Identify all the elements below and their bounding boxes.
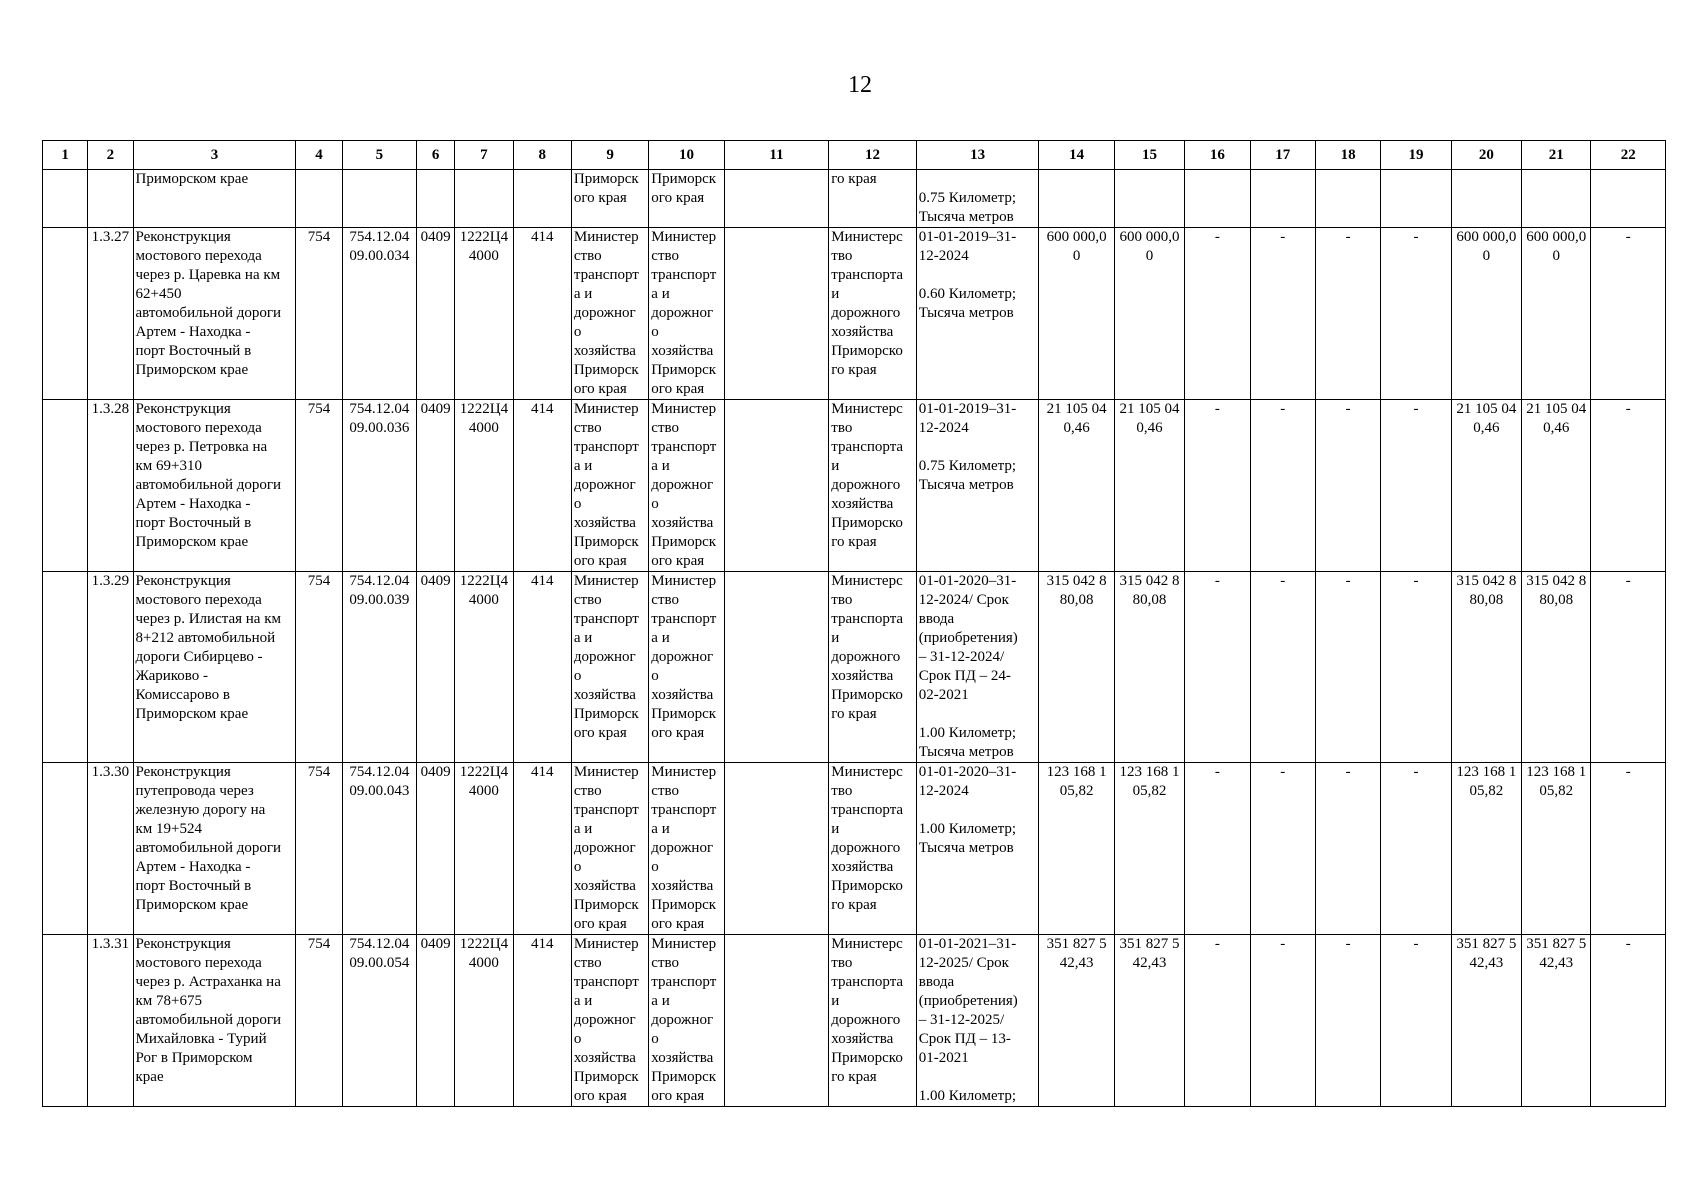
cell-col-15: 600 000,0 0 [1114,228,1184,400]
cell-col-3: Реконструкция путепровода через железную дорогу на км 19+524 автомобильной дороги Артем - Находка - порт Восточный в Приморском крае [133,763,296,935]
cell-col-14: 123 168 1 05,82 [1039,763,1114,935]
cell-col-7: 1222Ц4 4000 [455,400,513,572]
cell-col-20: 351 827 5 42,43 [1451,935,1521,1107]
cell-col-22: - [1591,572,1666,763]
table-body [43,170,1666,1107]
cell-col-21: 123 168 1 05,82 [1522,763,1591,935]
cell-col-22: - [1591,763,1666,935]
cell-col-9: Приморск ого края [571,170,648,228]
cell-col-12: Министерс тво транспорта и дорожного хозяйства Приморско го края [829,228,916,400]
cell-col-15: 123 168 1 05,82 [1114,763,1184,935]
cell-col-6: 0409 [417,572,455,763]
cell-col-11 [724,763,829,935]
header-row [43,141,1666,170]
cell-col-8: 414 [513,400,571,572]
cell-col-14: 21 105 04 0,46 [1039,400,1114,572]
column-header-16: 16 [1185,141,1250,170]
cell-col-2: 1.3.30 [88,763,133,935]
cell-col-7: 1222Ц4 4000 [455,763,513,935]
cell-col-13: 01-01-2020–31- 12-2024/ Срок ввода (приобретения) – 31-12-2024/ Срок ПД – 24- 02-2021 1.00 Километр; Тысяча метров [916,572,1039,763]
cell-col-13: 01-01-2019–31- 12-2024 0.75 Километр; Тысяча метров [916,400,1039,572]
column-header-8: 8 [513,141,571,170]
cell-col-15: 315 042 8 80,08 [1114,572,1184,763]
cell-col-21: 315 042 8 80,08 [1522,572,1591,763]
cell-col-21 [1522,170,1591,228]
cell-col-6 [417,170,455,228]
cell-col-8 [513,170,571,228]
cell-col-19: - [1381,935,1451,1107]
cell-col-14: 315 042 8 80,08 [1039,572,1114,763]
cell-col-17: - [1250,572,1315,763]
table-row [43,228,1666,400]
cell-col-18: - [1315,228,1380,400]
cell-col-15 [1114,170,1184,228]
cell-col-16: - [1185,763,1250,935]
cell-col-5: 754.12.04 09.00.036 [342,400,416,572]
cell-col-14: 351 827 5 42,43 [1039,935,1114,1107]
column-header-21: 21 [1522,141,1591,170]
cell-col-19: - [1381,572,1451,763]
cell-col-10: Приморск ого края [649,170,724,228]
column-header-4: 4 [296,141,342,170]
cell-col-1 [43,170,88,228]
cell-col-15: 351 827 5 42,43 [1114,935,1184,1107]
column-header-6: 6 [417,141,455,170]
cell-col-11 [724,170,829,228]
cell-col-2: 1.3.28 [88,400,133,572]
cell-col-5: 754.12.04 09.00.039 [342,572,416,763]
cell-col-1 [43,763,88,935]
cell-col-2 [88,170,133,228]
column-header-9: 9 [571,141,648,170]
table-row [43,400,1666,572]
cell-col-13: 01-01-2021–31- 12-2025/ Срок ввода (приобретения) – 31-12-2025/ Срок ПД – 13- 01-2021 1.00 Километр; [916,935,1039,1107]
cell-col-22: - [1591,228,1666,400]
cell-col-14: 600 000,0 0 [1039,228,1114,400]
page-number: 12 [848,72,872,98]
cell-col-12: Министерс тво транспорта и дорожного хозяйства Приморско го края [829,572,916,763]
cell-col-19: - [1381,228,1451,400]
cell-col-1 [43,228,88,400]
cell-col-7: 1222Ц4 4000 [455,228,513,400]
cell-col-10: Министер ство транспорт а и дорожног о хозяйства Приморск ого края [649,935,724,1107]
cell-col-12: го края [829,170,916,228]
cell-col-20: 315 042 8 80,08 [1451,572,1521,763]
column-header-1: 1 [43,141,88,170]
cell-col-4 [296,170,342,228]
cell-col-3: Реконструкция мостового перехода через р. Илистая на км 8+212 автомобильной дороги Сибирцево - Жариково - Комиссарово в Приморском крае [133,572,296,763]
cell-col-18: - [1315,400,1380,572]
cell-col-16: - [1185,572,1250,763]
cell-col-9: Министер ство транспорт а и дорожног о хозяйства Приморск ого края [571,228,648,400]
cell-col-11 [724,572,829,763]
column-header-3: 3 [133,141,296,170]
cell-col-10: Министер ство транспорт а и дорожног о хозяйства Приморск ого края [649,228,724,400]
cell-col-7 [455,170,513,228]
cell-col-13: 0.75 Километр; Тысяча метров [916,170,1039,228]
cell-col-14 [1039,170,1114,228]
cell-col-9: Министер ство транспорт а и дорожног о хозяйства Приморск ого края [571,572,648,763]
cell-col-9: Министер ство транспорт а и дорожног о хозяйства Приморск ого края [571,400,648,572]
table-row [43,572,1666,763]
cell-col-2: 1.3.29 [88,572,133,763]
cell-col-18: - [1315,935,1380,1107]
cell-col-12: Министерс тво транспорта и дорожного хозяйства Приморско го края [829,400,916,572]
cell-col-11 [724,400,829,572]
cell-col-6: 0409 [417,935,455,1107]
cell-col-11 [724,935,829,1107]
cell-col-21: 351 827 5 42,43 [1522,935,1591,1107]
cell-col-6: 0409 [417,400,455,572]
cell-col-5: 754.12.04 09.00.054 [342,935,416,1107]
cell-col-1 [43,935,88,1107]
cell-col-22: - [1591,400,1666,572]
column-header-5: 5 [342,141,416,170]
cell-col-10: Министер ство транспорт а и дорожног о хозяйства Приморск ого края [649,400,724,572]
cell-col-4: 754 [296,228,342,400]
column-header-17: 17 [1250,141,1315,170]
cell-col-10: Министер ство транспорт а и дорожног о хозяйства Приморск ого края [649,763,724,935]
budget-table [42,140,1666,1107]
cell-col-20 [1451,170,1521,228]
cell-col-16: - [1185,400,1250,572]
cell-col-16 [1185,170,1250,228]
cell-col-9: Министер ство транспорт а и дорожног о хозяйства Приморск ого края [571,935,648,1107]
cell-col-18: - [1315,572,1380,763]
column-header-11: 11 [724,141,829,170]
column-header-7: 7 [455,141,513,170]
cell-col-19: - [1381,400,1451,572]
cell-col-18 [1315,170,1380,228]
cell-col-16: - [1185,228,1250,400]
cell-col-22: - [1591,935,1666,1107]
cell-col-3: Приморском крае [133,170,296,228]
cell-col-20: 21 105 04 0,46 [1451,400,1521,572]
cell-col-4: 754 [296,935,342,1107]
cell-col-5: 754.12.04 09.00.034 [342,228,416,400]
cell-col-2: 1.3.27 [88,228,133,400]
table-row [43,935,1666,1107]
cell-col-3: Реконструкция мостового перехода через р. Астраханка на км 78+675 автомобильной дороги Михайловка - Турий Рог в Приморском крае [133,935,296,1107]
cell-col-8: 414 [513,228,571,400]
cell-col-1 [43,400,88,572]
cell-col-17: - [1250,935,1315,1107]
cell-col-5 [342,170,416,228]
cell-col-7: 1222Ц4 4000 [455,572,513,763]
cell-col-13: 01-01-2020–31- 12-2024 1.00 Километр; Тысяча метров [916,763,1039,935]
cell-col-4: 754 [296,400,342,572]
cell-col-12: Министерс тво транспорта и дорожного хозяйства Приморско го края [829,763,916,935]
column-header-10: 10 [649,141,724,170]
column-header-12: 12 [829,141,916,170]
cell-col-15: 21 105 04 0,46 [1114,400,1184,572]
cell-col-8: 414 [513,763,571,935]
cell-col-22 [1591,170,1666,228]
cell-col-17: - [1250,228,1315,400]
cell-col-6: 0409 [417,228,455,400]
cell-col-20: 600 000,0 0 [1451,228,1521,400]
cell-col-12: Министерс тво транспорта и дорожного хозяйства Приморско го края [829,935,916,1107]
cell-col-10: Министер ство транспорт а и дорожног о хозяйства Приморск ого края [649,572,724,763]
cell-col-18: - [1315,763,1380,935]
cell-col-8: 414 [513,572,571,763]
cell-col-6: 0409 [417,763,455,935]
column-header-19: 19 [1381,141,1451,170]
column-header-22: 22 [1591,141,1666,170]
cell-col-8: 414 [513,935,571,1107]
table-row-continuation [43,170,1666,228]
cell-col-9: Министер ство транспорт а и дорожног о хозяйства Приморск ого края [571,763,648,935]
cell-col-11 [724,228,829,400]
column-header-2: 2 [88,141,133,170]
cell-col-7: 1222Ц4 4000 [455,935,513,1107]
cell-col-5: 754.12.04 09.00.043 [342,763,416,935]
cell-col-19: - [1381,763,1451,935]
cell-col-1 [43,572,88,763]
cell-col-20: 123 168 1 05,82 [1451,763,1521,935]
cell-col-21: 600 000,0 0 [1522,228,1591,400]
cell-col-3: Реконструкция мостового перехода через р. Царевка на км 62+450 автомобильной дороги Артем - Находка - порт Восточный в Приморском крае [133,228,296,400]
column-header-20: 20 [1451,141,1521,170]
cell-col-3: Реконструкция мостового перехода через р. Петровка на км 69+310 автомобильной дороги Артем - Находка - порт Восточный в Приморском крае [133,400,296,572]
cell-col-17: - [1250,400,1315,572]
cell-col-17 [1250,170,1315,228]
column-header-13: 13 [916,141,1039,170]
cell-col-16: - [1185,935,1250,1107]
cell-col-19 [1381,170,1451,228]
cell-col-21: 21 105 04 0,46 [1522,400,1591,572]
cell-col-4: 754 [296,572,342,763]
cell-col-2: 1.3.31 [88,935,133,1107]
column-header-18: 18 [1315,141,1380,170]
cell-col-4: 754 [296,763,342,935]
table-row [43,763,1666,935]
column-header-14: 14 [1039,141,1114,170]
cell-col-17: - [1250,763,1315,935]
column-header-15: 15 [1114,141,1184,170]
cell-col-13: 01-01-2019–31- 12-2024 0.60 Километр; Тысяча метров [916,228,1039,400]
